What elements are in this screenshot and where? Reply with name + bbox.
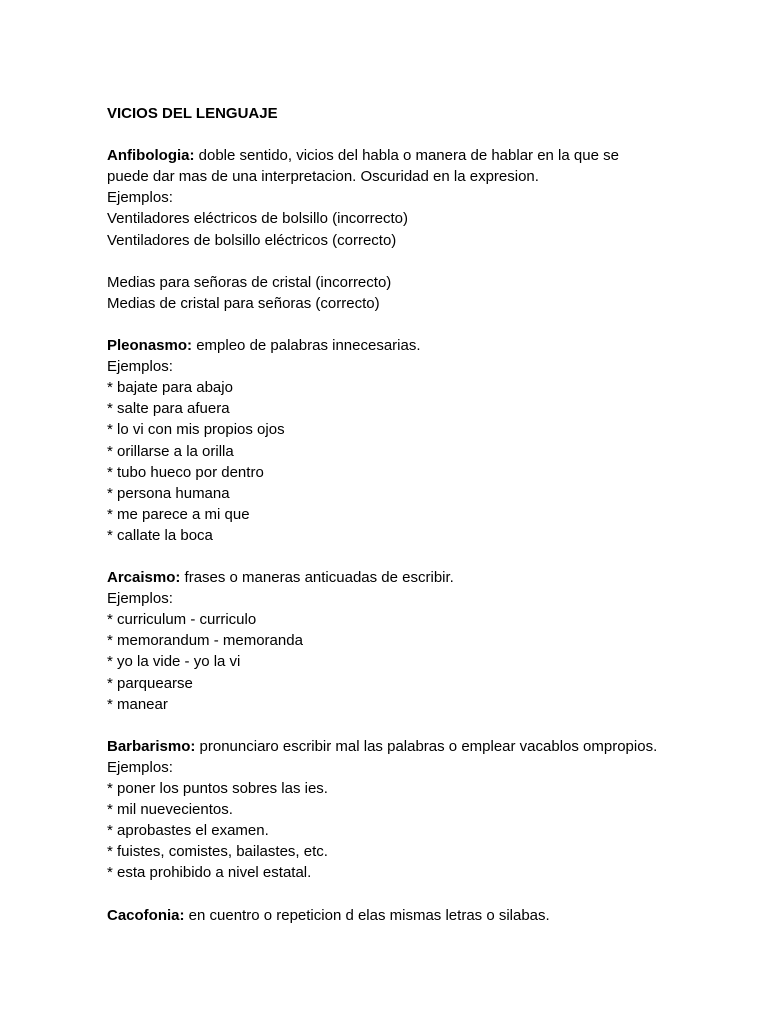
text-line: Ejemplos: xyxy=(107,758,173,776)
example-item: * curriculum - curriculo xyxy=(107,611,257,629)
text-line: Medias para señoras de cristal (incorrecto) xyxy=(107,273,392,291)
definition-line xyxy=(107,736,727,757)
example-item: * memorandum - memoranda xyxy=(107,632,303,650)
example-item: * esta prohibido a nivel estatal. xyxy=(107,864,312,882)
example-item: * lo vi con mis propios ojos xyxy=(107,421,285,439)
section xyxy=(107,905,727,926)
example-item: * manear xyxy=(107,695,168,713)
example-item: * me parece a mi que xyxy=(107,505,250,523)
example-item: * aprobastes el examen. xyxy=(107,822,269,840)
text-line: puede dar mas de una interpretacion. Oscuridad en la expresion. xyxy=(107,168,539,186)
term-heading: Arcaismo: xyxy=(107,569,181,587)
blank-line xyxy=(107,251,727,272)
section xyxy=(107,335,727,567)
term-heading: Barbarismo: xyxy=(107,737,196,755)
example-item: * tubo hueco por dentro xyxy=(107,463,264,481)
example-item: * fuistes, comistes, bailastes, etc. xyxy=(107,843,328,861)
blank-line xyxy=(107,883,727,904)
definition-line xyxy=(107,905,727,926)
term-definition: pronunciaro escribir mal las palabras o emplear vacablos ompropios. xyxy=(195,737,658,755)
term-heading: Anfibologia: xyxy=(107,147,195,165)
term-heading: Cacofonia: xyxy=(107,906,185,924)
definition-line xyxy=(107,567,727,588)
text-line: Ejemplos: xyxy=(107,590,173,608)
example-item: * mil nuevecientos. xyxy=(107,801,233,819)
text-line: Ventiladores eléctricos de bolsillo (incorrecto) xyxy=(107,210,408,228)
section xyxy=(107,736,727,905)
term-definition: en cuentro o repeticion d elas mismas letras o silabas. xyxy=(184,906,550,924)
example-item: * callate la boca xyxy=(107,526,213,544)
term-definition: doble sentido, vicios del habla o manera de hablar en la que se xyxy=(194,147,619,165)
example-item: * bajate para abajo xyxy=(107,379,233,397)
example-item: * salte para afuera xyxy=(107,400,230,418)
example-item: * parquearse xyxy=(107,674,193,692)
document-title: VICIOS DEL LENGUAJE xyxy=(107,105,278,122)
sections-container xyxy=(107,145,727,925)
text-line: Ventiladores de bolsillo eléctricos (correcto) xyxy=(107,231,397,249)
section xyxy=(107,145,727,335)
section xyxy=(107,567,727,736)
text-line: Ejemplos: xyxy=(107,189,173,207)
blank-line xyxy=(107,715,727,736)
example-item: * orillarse a la orilla xyxy=(107,442,234,460)
document-body xyxy=(107,103,727,926)
term-heading: Pleonasmo: xyxy=(107,337,193,355)
term-definition: empleo de palabras innecesarias. xyxy=(192,337,421,355)
definition-line xyxy=(107,335,727,356)
text-line: Ejemplos: xyxy=(107,358,173,376)
blank-line xyxy=(107,124,727,145)
definition-line xyxy=(107,145,727,166)
text-line: Medias de cristal para señoras (correcto) xyxy=(107,294,380,312)
example-item: * persona humana xyxy=(107,484,230,502)
example-item: * poner los puntos sobres las ies. xyxy=(107,780,328,797)
blank-line xyxy=(107,314,727,335)
example-item: * yo la vide - yo la vi xyxy=(107,653,241,671)
blank-line xyxy=(107,546,727,567)
term-definition: frases o maneras anticuadas de escribir. xyxy=(180,569,454,587)
